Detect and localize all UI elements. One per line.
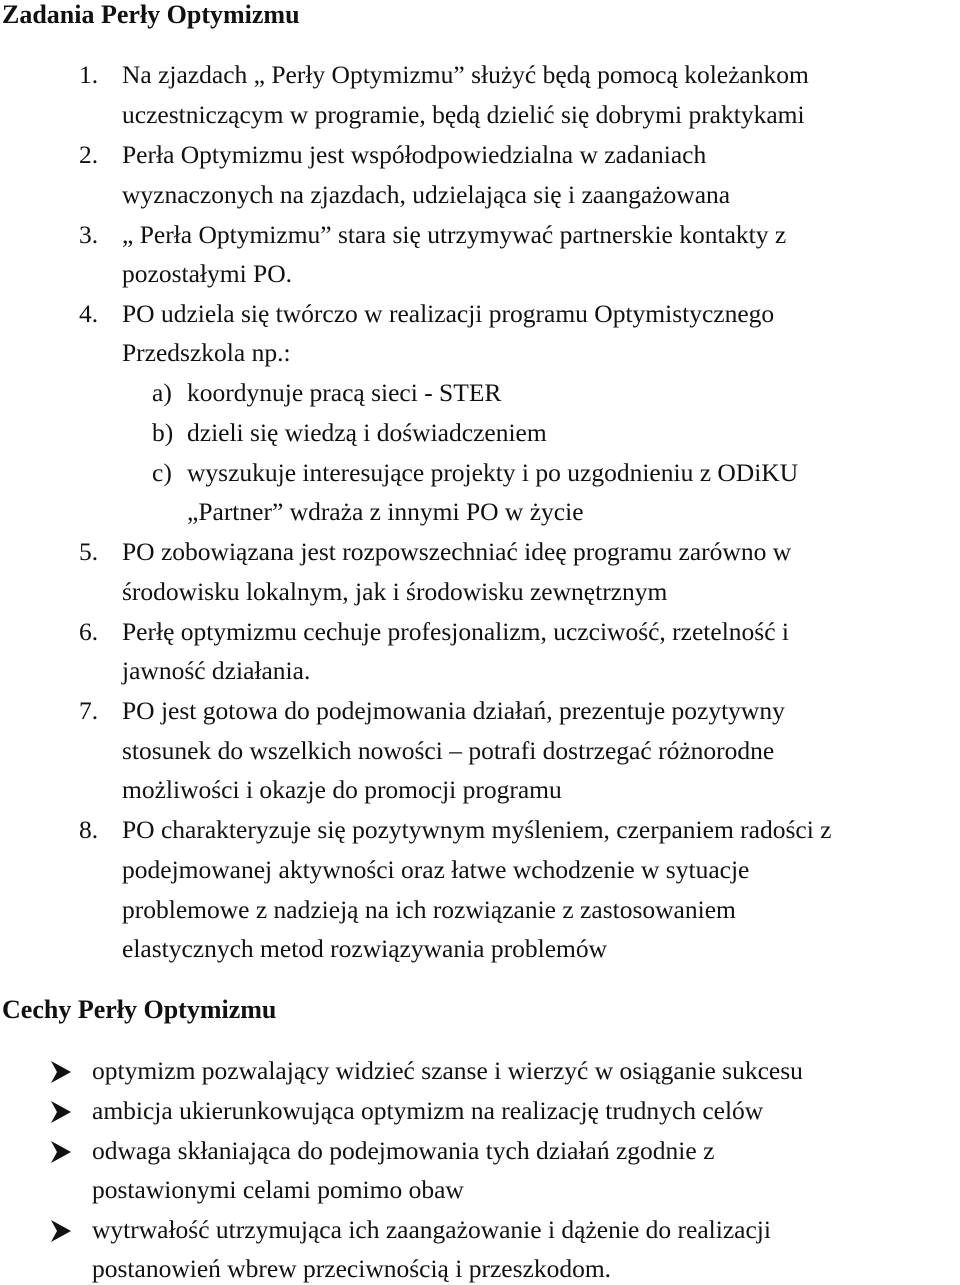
- task-number-5: 5.: [79, 537, 99, 566]
- task-7-line-2: stosunek do wszelkich nowości – potrafi dostrzegać różnorodne: [122, 736, 775, 765]
- subitem-a-letter: a): [152, 378, 172, 407]
- task-4-line-2: Przedszkola np.:: [122, 338, 291, 367]
- subitem-a-text: koordynuje pracą sieci - STER: [187, 378, 502, 407]
- arrowhead-bullet-icon: [50, 1219, 72, 1243]
- task-7-line-3: możliwości i okazje do promocji programu: [122, 775, 562, 804]
- task-5-line-2: środowisku lokalnym, jak i środowisku zewnętrznym: [122, 577, 668, 606]
- subitem-b-letter: b): [152, 418, 174, 447]
- subitem-c-letter: c): [152, 458, 172, 487]
- arrowhead-bullet-icon: [50, 1060, 72, 1084]
- task-number-3: 3.: [79, 220, 99, 249]
- task-number-4: 4.: [79, 299, 99, 328]
- subitem-c-continuation: „Partner” wdraża z innymi PO w życie: [187, 497, 584, 526]
- task-2-line-2: wyznaczonych na zjazdach, udzielająca się i zaangażowana: [122, 180, 731, 209]
- task-7-line-1: PO jest gotowa do podejmowania działań, prezentuje pozytywny: [122, 696, 785, 725]
- task-3-line-2: pozostałymi PO.: [122, 259, 292, 288]
- heading-traits: Cechy Perły Optymizmu: [2, 995, 277, 1024]
- task-4-line-1: PO udziela się twórczo w realizacji programu Optymistycznego: [122, 299, 775, 328]
- task-2-line-1: Perła Optymizmu jest współodpowiedzialna w zadaniach: [122, 140, 707, 169]
- heading-tasks: Zadania Perły Optymizmu: [2, 0, 300, 29]
- task-number-6: 6.: [79, 617, 99, 646]
- subitem-b-text: dzieli się wiedzą i doświadczeniem: [187, 418, 547, 447]
- arrowhead-bullet-icon: [50, 1100, 72, 1124]
- subitem-c-text: wyszukuje interesujące projekty i po uzgodnieniu z ODiKU: [187, 458, 799, 487]
- task-6-line-1: Perłę optymizmu cechuje profesjonalizm, uczciwość, rzetelność i: [122, 617, 789, 646]
- task-8-line-1: PO charakteryzuje się pozytywnym myśleniem, czerpaniem radości z: [122, 815, 832, 844]
- trait-3-line-1: odwaga skłaniająca do podejmowania tych działań zgodnie z: [92, 1136, 715, 1165]
- task-8-line-3: problemowe z nadzieją na ich rozwiązanie z zastosowaniem: [122, 895, 736, 924]
- trait-3-line-2: postawionymi celami pomimo obaw: [92, 1175, 464, 1204]
- task-number-8: 8.: [79, 815, 99, 844]
- trait-4-line-2: postanowień wbrew przeciwnością i przeszkodom.: [92, 1254, 612, 1283]
- task-8-line-4: elastycznych metod rozwiązywania problemów: [122, 934, 608, 963]
- task-6-line-2: jawność działania.: [122, 656, 311, 685]
- task-1-line-2: uczestniczącym w programie, będą dzielić się dobrymi praktykami: [122, 100, 805, 129]
- trait-1-line-1: optymizm pozwalający widzieć szanse i wierzyć w osiąganie sukcesu: [92, 1056, 803, 1085]
- task-number-1: 1.: [79, 60, 99, 89]
- task-1-line-1: Na zjazdach „ Perły Optymizmu” służyć będą pomocą koleżankom: [122, 60, 809, 89]
- arrowhead-bullet-icon: [50, 1140, 72, 1164]
- trait-4-line-1: wytrwałość utrzymująca ich zaangażowanie i dążenie do realizacji: [92, 1215, 771, 1244]
- task-3-line-1: „ Perła Optymizmu” stara się utrzymywać partnerskie kontakty z: [122, 220, 787, 249]
- trait-2-line-1: ambicja ukierunkowująca optymizm na realizację trudnych celów: [92, 1096, 764, 1125]
- task-5-line-1: PO zobowiązana jest rozpowszechniać ideę programu zarówno w: [122, 537, 792, 566]
- task-number-7: 7.: [79, 696, 99, 725]
- task-8-line-2: podejmowanej aktywności oraz łatwe wchodzenie w sytuacje: [122, 855, 750, 884]
- task-number-2: 2.: [79, 140, 99, 169]
